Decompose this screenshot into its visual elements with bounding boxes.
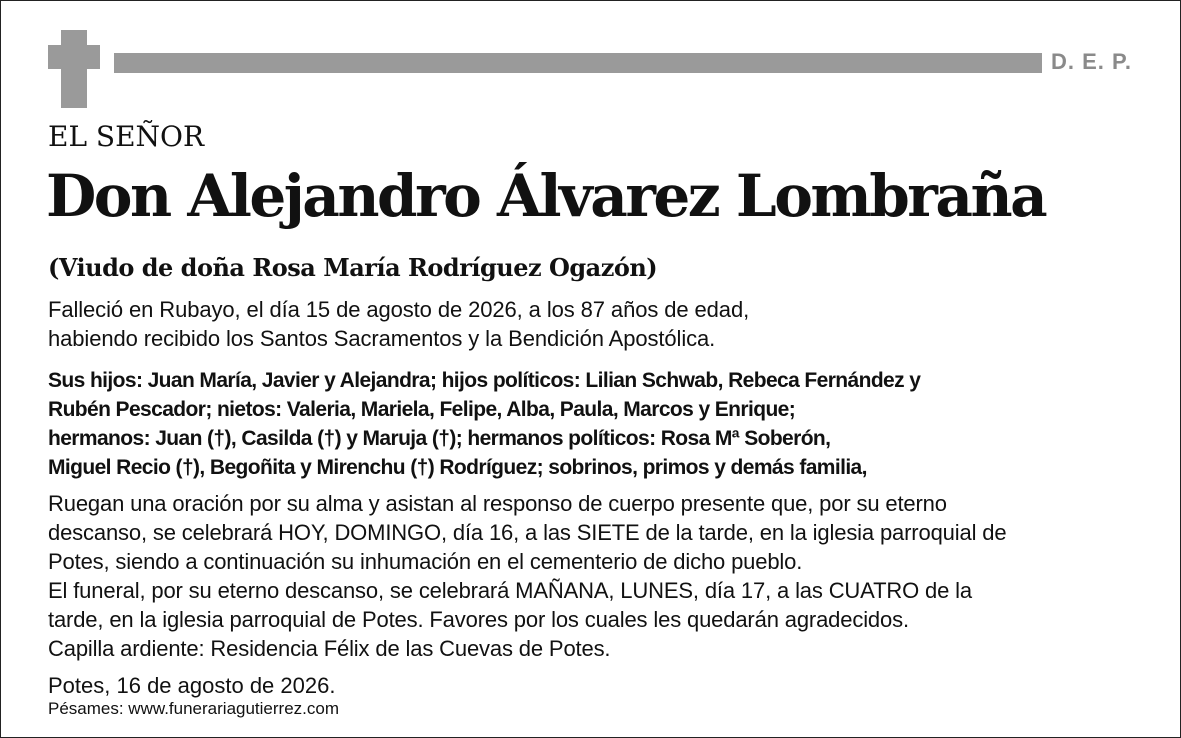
title-prefix: EL SEÑOR bbox=[48, 120, 205, 153]
cross-vertical-bar bbox=[61, 30, 87, 108]
cross-horizontal-bar bbox=[48, 45, 100, 69]
widow-line: (Viudo de doña Rosa María Rodríguez Ogazón) bbox=[48, 253, 658, 282]
service-line: Ruegan una oración por su alma y asistan al responso de cuerpo presente que, por su eterno bbox=[48, 491, 947, 516]
place-date: Potes, 16 de agosto de 2026. bbox=[48, 673, 336, 698]
condolences-website: Pésames: www.funerariagutierrez.com bbox=[48, 699, 340, 718]
family-paragraph bbox=[48, 366, 920, 482]
family-line: hermanos: Juan (†), Casilda (†) y Maruja (†); hermanos políticos: Rosa Mª Soberón, bbox=[48, 427, 831, 450]
death-line: habiendo recibido los Santos Sacramentos y la Bendición Apostólica. bbox=[48, 326, 716, 351]
family-line: Miguel Recio (†), Begoñita y Mirenchu (†) Rodríguez; sobrinos, primos y demás familia, bbox=[48, 456, 867, 479]
deceased-name: Don Alejandro Álvarez Lombraña bbox=[46, 162, 1046, 230]
service-line: Potes, siendo a continuación su inhumación en el cementerio de dicho pueblo. bbox=[48, 549, 803, 574]
dep-label: D. E. P. bbox=[1051, 49, 1132, 74]
family-line: Sus hijos: Juan María, Javier y Alejandra; hijos políticos: Lilian Schwab, Rebeca Fernández y bbox=[48, 369, 921, 392]
death-line: Falleció en Rubayo, el día 15 de agosto de 2026, a los 87 años de edad, bbox=[48, 297, 750, 322]
service-line: descanso, se celebrará HOY, DOMINGO, día 16, a las SIETE de la tarde, en la iglesia parroquial de bbox=[48, 520, 1007, 545]
family-line: Rubén Pescador; nietos: Valeria, Mariela, Felipe, Alba, Paula, Marcos y Enrique; bbox=[48, 398, 796, 421]
service-paragraph bbox=[48, 489, 1006, 663]
header-rule bbox=[114, 53, 1042, 73]
death-paragraph bbox=[48, 295, 749, 353]
service-line: Capilla ardiente: Residencia Félix de las Cuevas de Potes. bbox=[48, 636, 611, 661]
service-line: El funeral, por su eterno descanso, se celebrará MAÑANA, LUNES, día 17, a las CUATRO de la bbox=[48, 578, 972, 603]
service-line: tarde, en la iglesia parroquial de Potes. Favores por los cuales les quedarán agradecidos. bbox=[48, 607, 909, 632]
